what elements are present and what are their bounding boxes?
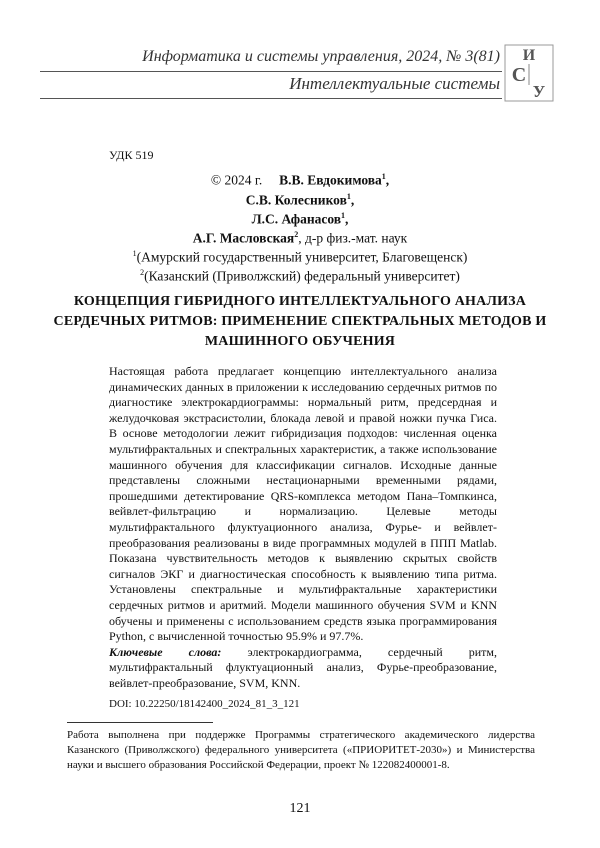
author-degree: , д-р физ.-мат. наук xyxy=(298,230,408,246)
author-line-1 xyxy=(0,172,600,189)
udk-code: УДК 519 xyxy=(109,148,154,162)
page-number: 121 xyxy=(289,801,311,816)
author-affil-sup: 2 xyxy=(294,230,299,239)
author-sep: , xyxy=(385,172,390,188)
author-name: А.Г. Масловская xyxy=(192,230,295,246)
header-rule-top xyxy=(40,71,502,72)
abstract-text: Настоящая работа предлагает концепцию интеллектуального анализа динамических данных в приложении к исследованию сердечных ритмов по диагностике электрокардиограммы: нормальный ритм, предсердная и желудочковая экстрасистолии, блокада левой и правой ножки пучка Гиса. В основе методологии лежит гибридизация подходов: численная оценка мультифрактальных и спектральных характеристик, а также использование машинного обучения для классификации сигналов. Исходные данные представлены сложными нестационарными временными рядами, прошедшими детектирование QRS-комплекса методом Пана–Томпкинса, вейвлет-фильтрацию и нормализацию. Целевые методы мультифрактального флуктуационного анализа, Фурье- и вейвлет-преобразования реализованы в виде программных модулей в ППП Matlab. Показана чувствительность методов к выявлению скрытых свойств сигналов ЭКГ и диагностическая способность к выявлению типа ритма. Установлены спектральные и мультифрактальные характеристики сердечных ритмов и аритмий. Модели машинного обучения SVM и KNN обучены и применены с использованием средств языка программирования Python, с вычисленной точностью 95.9% и 97.7%. xyxy=(109,364,497,644)
section-title: Интеллектуальные системы xyxy=(289,74,500,93)
keywords-text: электрокардиограмма, сердечный ритм, мультифрактальный флуктуационный анализ, Фурье-преобразование, вейвлет-преобразование, SVM, KNN. xyxy=(109,644,498,690)
footnote: Работа выполнена при поддержке Программы стратегического академического лидерства Казанского (Приволжского) федерального университета («ПРИОРИТЕТ-2030») и Министерства науки и высшего образования Российской Федерации, проект № 122082400001-8. xyxy=(67,729,535,771)
author-line-3 xyxy=(0,211,600,228)
author-sep: , xyxy=(345,211,349,227)
author-name: Л.С. Афанасов xyxy=(251,211,342,227)
journal-logo-icon xyxy=(503,43,555,103)
svg-text:С: С xyxy=(511,64,527,86)
author-line-4 xyxy=(0,230,600,247)
svg-text:У: У xyxy=(532,82,546,101)
footnote-rule xyxy=(67,722,213,723)
affil-text: (Амурский государственный университет, Благовещенск) xyxy=(136,249,468,265)
paper-title: КОНЦЕПЦИЯ ГИБРИДНОГО ИНТЕЛЛЕКТУАЛЬНОГО АНАЛИЗА СЕРДЕЧНЫХ РИТМОВ: ПРИМЕНЕНИЕ СПЕКТРАЛЬНЫХ МЕТОДОВ И МАШИННОГО ОБУЧЕНИЯ xyxy=(53,294,547,349)
affil-text: (Казанский (Приволжский) федеральный университет) xyxy=(144,268,460,284)
affiliation-1 xyxy=(0,249,600,266)
author-affil-sup: 1 xyxy=(346,192,351,201)
affil-sup: 2 xyxy=(140,268,145,277)
author-name: В.В. Евдокимова xyxy=(279,172,382,188)
journal-title: Информатика и системы управления, 2024, № 3(81) xyxy=(142,48,500,65)
svg-text:И: И xyxy=(522,47,536,64)
affil-sup: 1 xyxy=(132,249,137,258)
author-affil-sup: 1 xyxy=(341,211,346,220)
author-affil-sup: 1 xyxy=(381,172,386,181)
affiliation-2 xyxy=(0,268,600,285)
abstract xyxy=(109,364,497,691)
keywords-label: Ключевые слова: xyxy=(109,644,222,659)
header-rule-bottom xyxy=(40,98,502,99)
doi: DOI: 10.22250/18142400_2024_81_3_121 xyxy=(109,698,300,710)
author-sep: , xyxy=(350,192,355,208)
author-name: С.В. Колесников xyxy=(245,192,347,208)
author-line-2 xyxy=(0,192,600,209)
keywords xyxy=(109,645,497,692)
copyright-year: © 2024 г. xyxy=(210,172,263,188)
